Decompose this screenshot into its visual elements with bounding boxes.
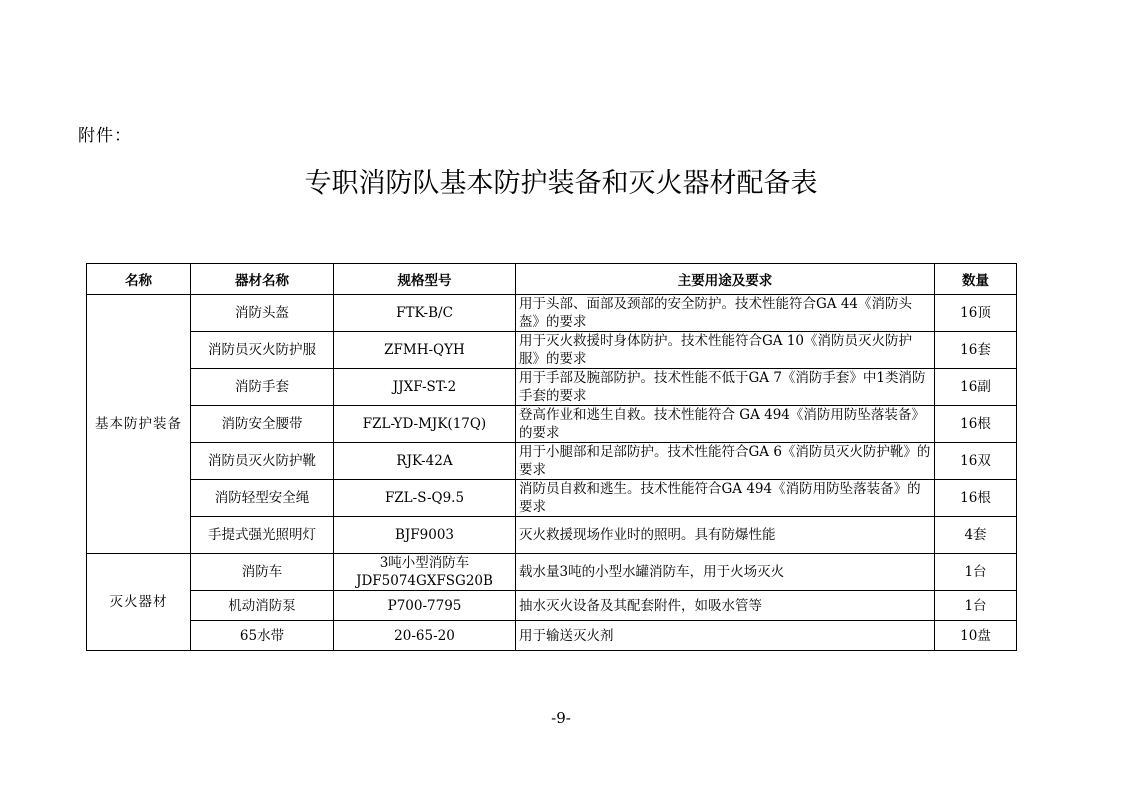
usage-cell: 载水量3吨的小型水罐消防车，用于火场灭火 (516, 554, 935, 591)
attachment-label: 附件： (78, 126, 132, 146)
quantity-cell: 16双 (935, 443, 1017, 480)
equipment-name-cell: 手提式强光照明灯 (191, 517, 334, 554)
header-usage-requirements: 主要用途及要求 (516, 264, 935, 295)
spec-cell: RJK-42A (334, 443, 516, 480)
table-row (87, 621, 1017, 651)
spec-cell: FZL-S-Q9.5 (334, 480, 516, 517)
spec-cell: FZL-YD-MJK(17Q) (334, 406, 516, 443)
equipment-name-cell: 机动消防泵 (191, 591, 334, 621)
quantity-cell: 16套 (935, 332, 1017, 369)
usage-cell: 用于小腿部和足部防护。技术性能符合GA 6《消防员灭火防护靴》的要求 (516, 443, 935, 480)
quantity-cell: 16根 (935, 406, 1017, 443)
usage-cell: 抽水灭火设备及其配套附件，如吸水管等 (516, 591, 935, 621)
category-cell: 基本防护装备 (87, 295, 191, 554)
quantity-cell: 16顶 (935, 295, 1017, 332)
table-row (87, 332, 1017, 369)
equipment-name-cell: 消防员灭火防护服 (191, 332, 334, 369)
header-category: 名称 (87, 264, 191, 295)
equipment-table (86, 263, 1017, 651)
table-row (87, 480, 1017, 517)
equipment-name-cell: 消防员灭火防护靴 (191, 443, 334, 480)
table-row (87, 517, 1017, 554)
usage-cell: 灭火救援现场作业时的照明。具有防爆性能 (516, 517, 935, 554)
header-spec-model: 规格型号 (334, 264, 516, 295)
usage-cell: 用于输送灭火剂 (516, 621, 935, 651)
spec-cell: JJXF-ST-2 (334, 369, 516, 406)
usage-cell: 用于手部及腕部防护。技术性能不低于GA 7《消防手套》中1类消防手套的要求 (516, 369, 935, 406)
equipment-name-cell: 消防头盔 (191, 295, 334, 332)
spec-cell: 3吨小型消防车JDF5074GXFSG20B (334, 554, 516, 591)
header-equipment-name: 器材名称 (191, 264, 334, 295)
table-header-row (87, 264, 1017, 295)
table-row (87, 554, 1017, 591)
header-quantity: 数量 (935, 264, 1017, 295)
table-row (87, 406, 1017, 443)
spec-cell: ZFMH-QYH (334, 332, 516, 369)
spec-cell: BJF9003 (334, 517, 516, 554)
equipment-name-cell: 消防安全腰带 (191, 406, 334, 443)
equipment-name-cell: 65水带 (191, 621, 334, 651)
table-row (87, 295, 1017, 332)
spec-cell: 20-65-20 (334, 621, 516, 651)
page-number: -9- (551, 709, 571, 727)
category-cell: 灭火器材 (87, 554, 191, 651)
usage-cell: 登高作业和逃生自救。技术性能符合 GA 494《消防用防坠落装备》的要求 (516, 406, 935, 443)
quantity-cell: 4套 (935, 517, 1017, 554)
equipment-name-cell: 消防车 (191, 554, 334, 591)
usage-cell: 消防员自救和逃生。技术性能符合GA 494《消防用防坠落装备》的要求 (516, 480, 935, 517)
equipment-name-cell: 消防轻型安全绳 (191, 480, 334, 517)
quantity-cell: 1台 (935, 554, 1017, 591)
table-row (87, 369, 1017, 406)
equipment-name-cell: 消防手套 (191, 369, 334, 406)
usage-cell: 用于灭火救援时身体防护。技术性能符合GA 10《消防员灭火防护服》的要求 (516, 332, 935, 369)
table-row (87, 591, 1017, 621)
table-row (87, 443, 1017, 480)
usage-cell: 用于头部、面部及颈部的安全防护。技术性能符合GA 44《消防头盔》的要求 (516, 295, 935, 332)
quantity-cell: 16副 (935, 369, 1017, 406)
spec-cell: P700-7795 (334, 591, 516, 621)
quantity-cell: 1台 (935, 591, 1017, 621)
spec-cell: FTK-B/C (334, 295, 516, 332)
document-title: 专职消防队基本防护装备和灭火器材配备表 (304, 168, 818, 199)
quantity-cell: 10盘 (935, 621, 1017, 651)
quantity-cell: 16根 (935, 480, 1017, 517)
